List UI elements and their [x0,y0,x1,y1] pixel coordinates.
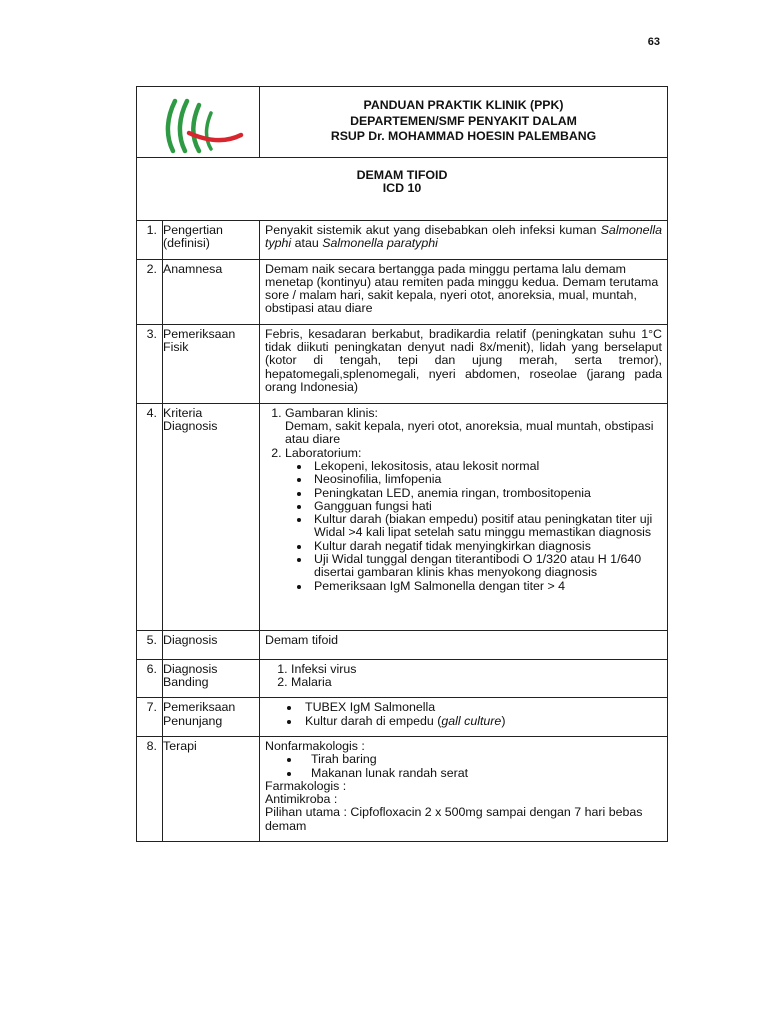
page-number: 63 [647,36,660,48]
row-number: 1. [137,221,163,260]
row-number: 2. [137,259,163,324]
row-pengertian [137,221,668,260]
lab-item: • Lekopeni, lekositosis, atau lekosit normal [311,460,662,473]
criteria-list [265,407,662,593]
criteria-item: 1. Gambaran klinis: Demam, sakit kepala, nyeri otot, anoreksia, mual muntah, obstipasi atau diare [285,407,662,447]
row-label: Diagnosis [163,630,260,659]
disease-code: ICD 10 [382,181,422,196]
row-pemeriksaan-fisik [137,324,668,403]
row-number: 7. [137,698,163,737]
lab-list [285,460,662,593]
lab-item: • Neosinofilia, limfopenia [311,473,662,486]
row-label: Pemeriksaan Fisik [163,324,260,403]
therapy-content [260,736,668,841]
lab-item: • Kultur darah (biakan empedu) positif atau peningkatan titer uji Widal >4 kali lipat setelah satu minggu memastikan diagnosis [311,513,662,540]
supporting-exam-list [265,701,662,728]
supporting-exam-content [260,698,668,737]
lab-item: • Peningkatan LED, anemia ringan, trombositopenia [311,487,662,500]
header-line-3: RSUP Dr. MOHAMMAD HOESIN PALEMBANG [330,129,597,143]
criteria-content [260,403,668,630]
pharmacological-heading: Farmakologis : [265,778,347,793]
therapy-item: • Makanan lunak randah serat [301,767,662,780]
rsmh-logo-icon [159,95,249,157]
row-pemeriksaan-penunjang [137,698,668,737]
disease-row [137,158,668,221]
row-label: Terapi [163,736,260,841]
nonpharmacological-list [265,753,662,780]
logo-cell [137,87,260,158]
row-diagnosis [137,630,668,659]
row-kriteria-diagnosis [137,403,668,630]
row-number: 5. [137,630,163,659]
row-number: 8. [137,736,163,841]
row-diagnosis-banding [137,659,668,698]
physical-exam-text: Febris, kesadaran berkabut, bradikardia relatif (peningkatan suhu 1°C tidak diikuti peningkatan denyut nadi 8x/menit), lidah yang berselaput (kotor di tengah, tepi dan ujung merah, serta tremor), hepatomegali,splenomegali, nyeri abdomen, roseolae (jarang pada orang Indonesia) [260,324,668,403]
supporting-exam-item: • Kultur darah di empedu (gall culture) [301,715,662,728]
diagnosis-text: Demam tifoid [260,630,668,659]
differential-item: 1. Infeksi virus [291,663,662,676]
row-label: Diagnosis Banding [163,659,260,698]
differential-content [260,659,668,698]
lab-item: • Uji Widal tunggal dengan titerantibodi O 1/320 atau H 1/640 disertai gambaran klinis khas menyokong diagnosis [311,553,662,580]
row-label: Pengertian (definisi) [163,221,260,260]
therapy-item: • Tirah baring [301,753,662,766]
header-line-1: PANDUAN PRAKTIK KLINIK (PPK) [363,98,564,112]
criteria-item: 2. Laboratorium: • Lekopeni, lekositosis, atau lekosit normal • Neosinofilia, limfopenia • Peningkatan LED, anemia ringan, trombositopenia • Gangguan fungsi hati • Kultur darah (biakan empedu) positif atau peningkatan titer uji Widal >4 kali lipat setelah satu minggu memastikan diagnosis • Kultur darah negatif tidak menyingkirkan diagnosis • Uji Widal tunggal dengan titerantibodi O 1/320 atau H 1/640 disertai gambaran klinis khas menyokong diagnosis • Pemeriksaan IgM Salmonella dengan titer > 4 [285,447,662,593]
header-line-2: DEPARTEMEN/SMF PENYAKIT DALAM [350,113,577,128]
nonpharmacological-heading: Nonfarmakologis : [265,738,365,753]
document-header [260,87,668,158]
definition-text: Penyakit sistemik akut yang disebabkan oleh infeksi kuman Salmonella typhi atau Salmonella paratyphi [260,221,668,260]
supporting-exam-item: • TUBEX IgM Salmonella [301,701,662,714]
row-anamnesa [137,259,668,324]
ppk-table [136,86,668,842]
row-label: Anamnesa [163,259,260,324]
differential-list [265,663,662,690]
row-number: 6. [137,659,163,698]
row-number: 3. [137,324,163,403]
disease-name: DEMAM TIFOID [356,168,448,182]
lab-item: • Gangguan fungsi hati [311,500,662,513]
lab-item: • Pemeriksaan IgM Salmonella dengan titer > 4 [311,580,662,593]
header-row [137,87,668,158]
row-label: Pemeriksaan Penunjang [163,698,260,737]
row-label: Kriteria Diagnosis [163,403,260,630]
anamnesa-text: Demam naik secara bertangga pada minggu pertama lalu demam menetap (kontinyu) atau remiten pada minggu kedua. Demam terutama sore / malam hari, sakit kepala, nyeri otot, anoreksia, mual, muntah, obstipasi atau diare [260,259,668,324]
row-terapi [137,736,668,841]
row-number: 4. [137,403,163,630]
disease-title [137,158,668,221]
lab-item: • Kultur darah negatif tidak menyingkirkan diagnosis [311,540,662,553]
first-choice-text: Pilihan utama : Cipfofloxacin 2 x 500mg sampai dengan 7 hari bebas demam [265,805,643,833]
differential-item: 2. Malaria [291,676,662,689]
antimicrobial-heading: Antimikroba : [265,792,338,807]
